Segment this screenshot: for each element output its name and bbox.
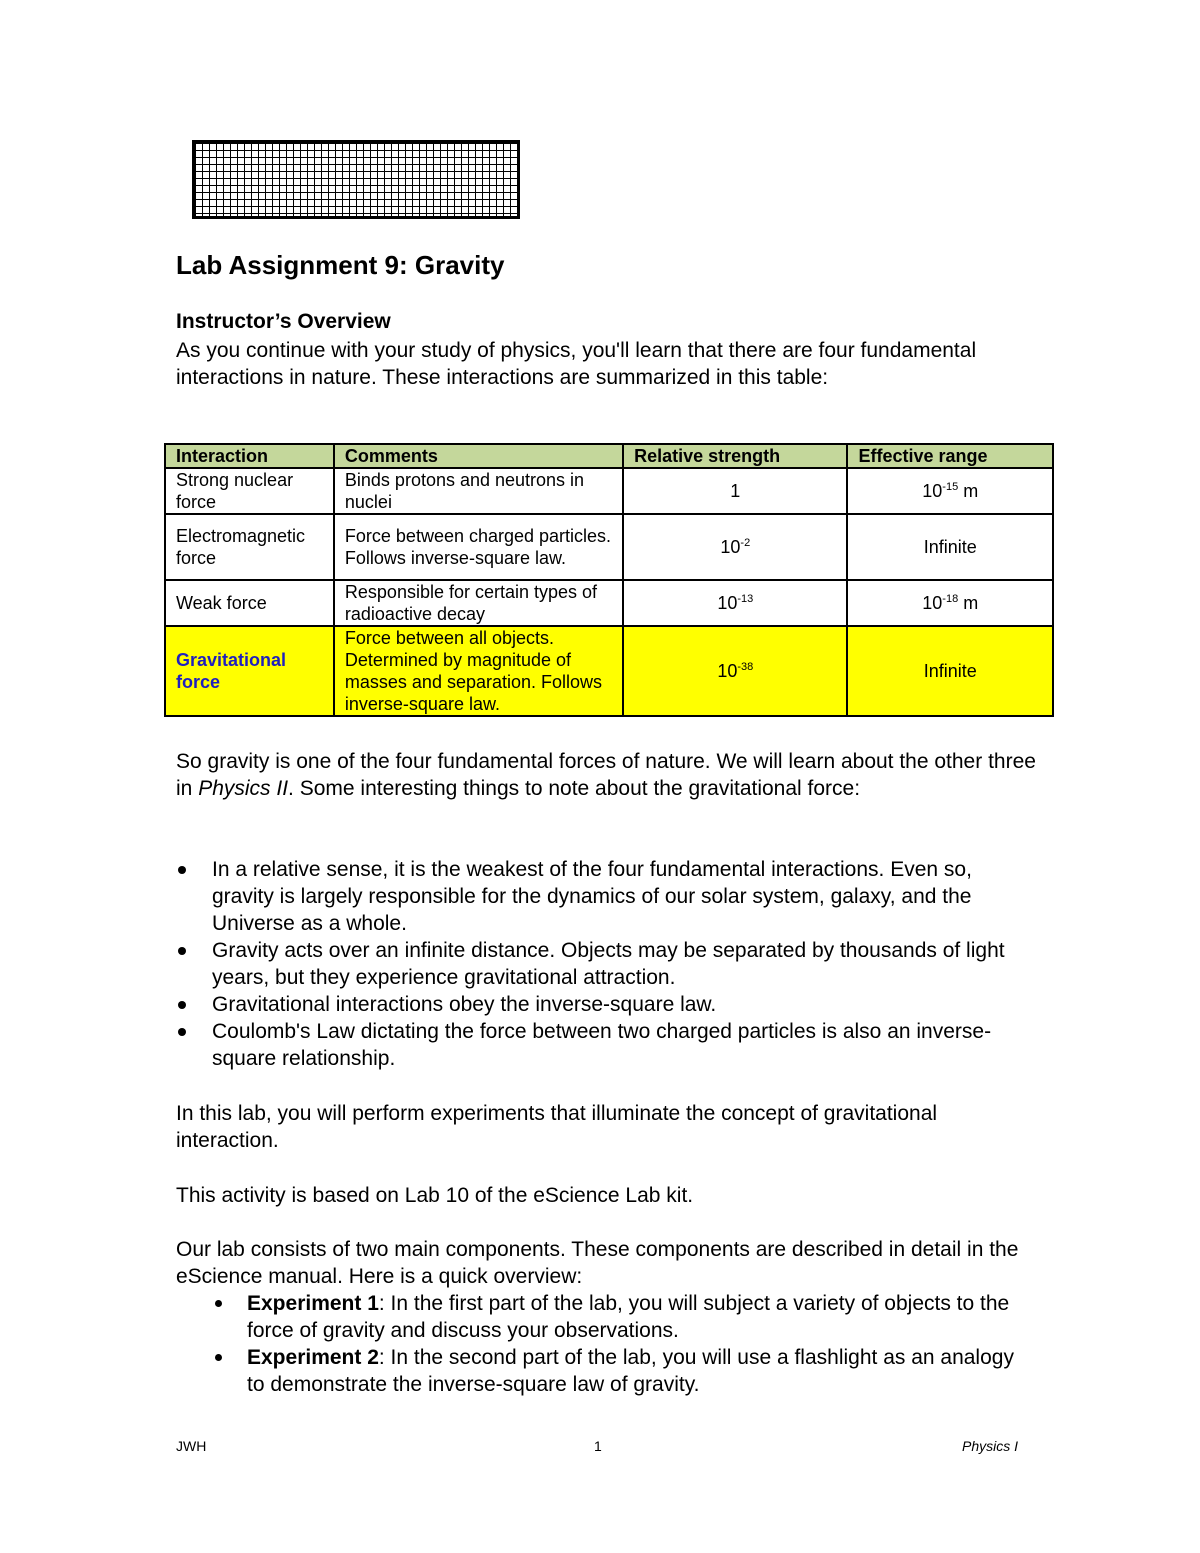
paragraph-lab-kit: This activity is based on Lab 10 of the eScience Lab kit. — [176, 1184, 694, 1207]
paragraph-lab-purpose: In this lab, you will perform experiments that illuminate the concept of gravitational interaction. — [176, 1102, 938, 1152]
cell-range: $10^{-15}$ m — [847, 468, 1053, 514]
header-relative-strength: Relative strength — [623, 444, 847, 468]
footer-left: JWH — [176, 1438, 207, 1454]
table-row — [165, 514, 1053, 580]
list-item: Experiment 1: In the first part of the lab, you will subject a variety of objects to the force of gravity and discuss your observations. — [211, 1290, 1031, 1344]
footer-page-number: 1 — [594, 1438, 602, 1454]
table-row — [165, 580, 1053, 626]
list-item: Gravitational interactions obey the inverse-square law. — [176, 991, 1036, 1018]
list-item: Coulomb's Law dictating the force between two charged particles is also an inverse-square relationship. — [176, 1018, 1036, 1072]
cell-comments: Binds protons and neutrons in nuclei — [334, 468, 623, 514]
header-interaction: Interaction — [165, 444, 334, 468]
overview-intro: As you continue with your study of physics, you'll learn that there are four fundamental interactions in nature. These interactions are summarized in this table: — [176, 339, 977, 389]
cell-comments: Force between charged particles. Follows inverse-square law. — [334, 514, 623, 580]
footer-right: Physics I — [962, 1438, 1019, 1454]
table-header-row — [165, 444, 1053, 468]
cell-strength: $10^{-13}$ — [623, 580, 847, 626]
paragraph-components: Our lab consists of two main components. These components are described in detail in the eScience manual. Here is a quick overview: — [176, 1238, 1019, 1288]
cell-strength: $10^{-38}$ — [623, 626, 847, 716]
table-row-highlighted — [165, 626, 1053, 716]
header-grid-graphic — [192, 140, 520, 219]
list-item: Experiment 2: In the second part of the lab, you will use a flashlight as an analogy to demonstrate the inverse-square law of gravity. — [211, 1344, 1031, 1398]
overview-heading: Instructor’s Overview — [176, 310, 391, 333]
cell-interaction: Electromagnetic force — [165, 514, 334, 580]
experiments-list — [211, 1290, 1031, 1398]
cell-interaction: Gravitational force — [165, 626, 334, 716]
interactions-table — [164, 443, 1054, 717]
list-item: In a relative sense, it is the weakest of the four fundamental interactions. Even so, gravity is largely responsible for the dynamics of our solar system, galaxy, and the Universe as a whole. — [176, 856, 1036, 937]
header-effective-range: Effective range — [847, 444, 1053, 468]
cell-strength: 1 — [623, 468, 847, 514]
cell-strength: $10^{-2}$ — [623, 514, 847, 580]
cell-interaction: Weak force — [165, 580, 334, 626]
cell-range: Infinite — [847, 514, 1053, 580]
paragraph-gravity-intro: So gravity is one of the four fundamental forces of nature. We will learn about the other three in Physics II. Some interesting things to note about the gravitational force: — [176, 750, 1036, 800]
cell-range: $10^{-18}$ m — [847, 580, 1053, 626]
cell-range: Infinite — [847, 626, 1053, 716]
cell-interaction: Strong nuclear force — [165, 468, 334, 514]
table-row — [165, 468, 1053, 514]
cell-comments: Responsible for certain types of radioactive decay — [334, 580, 623, 626]
header-comments: Comments — [334, 444, 623, 468]
list-item: Gravity acts over an infinite distance. Objects may be separated by thousands of light years, but they experience gravitational attraction. — [176, 937, 1036, 991]
cell-comments: Force between all objects. Determined by magnitude of masses and separation. Follows inverse-square law. — [334, 626, 623, 716]
page-title: Lab Assignment 9: Gravity — [176, 250, 505, 280]
gravity-facts-list — [176, 856, 1036, 1072]
